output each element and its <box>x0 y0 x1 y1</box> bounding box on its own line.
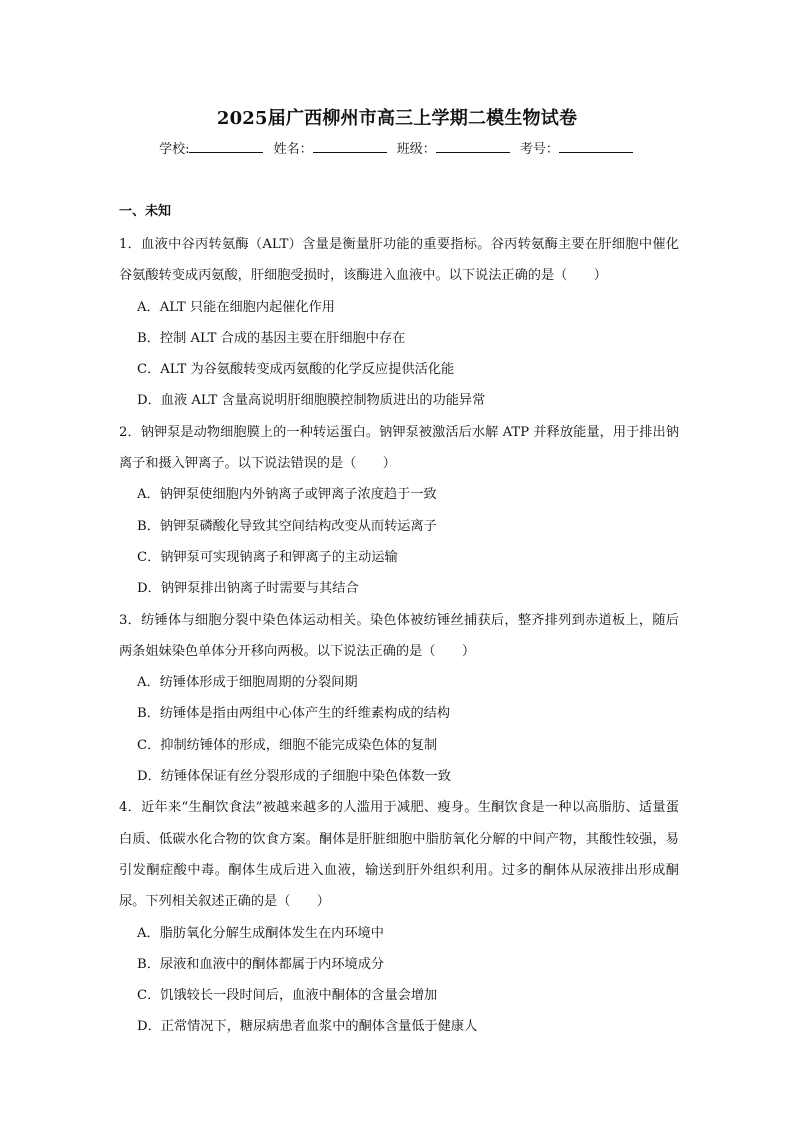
exam-number-blank <box>559 140 633 153</box>
option-list <box>119 918 679 1043</box>
question-4 <box>119 792 679 1042</box>
option-list <box>119 479 679 604</box>
option-d: D．钠钾泵排出钠离子时需要与其结合 <box>137 581 359 597</box>
class-field <box>397 138 512 157</box>
option-b: B．钠钾泵磷酸化导致其空间结构改变从而转运离子 <box>137 518 437 534</box>
option-d: D．正常情况下，糖尿病患者血浆中的酮体含量低于健康人 <box>137 1019 478 1035</box>
option-list <box>119 667 679 792</box>
option-a: A．脂肪氧化分解生成酮体发生在内环境中 <box>137 925 384 941</box>
exam-number-label: 考号： <box>519 142 559 157</box>
option-b: B．纺锤体是指由两组中心体产生的纤维素构成的结构 <box>137 706 451 722</box>
option-c: C．钠钾泵可实现钠离子和钾离子的主动运输 <box>137 549 398 565</box>
name-label: 姓名： <box>273 142 313 157</box>
option-list <box>119 292 679 417</box>
name-field <box>274 138 389 157</box>
class-blank <box>436 140 510 153</box>
question-stem: 1．血液中谷丙转氨酶（ALT）含量是衡量肝功能的重要指标。谷丙转氨酶主要在肝细胞中催化谷氨酸转变成丙氨酸，肝细胞受损时，该酶进入血液中。以下说法正确的是（ ） <box>119 237 679 284</box>
exam-content <box>119 202 679 1043</box>
question-stem: 2．钠钾泵是动物细胞膜上的一种转运蛋白。钠钾泵被激活后水解 ATP 并释放能量，用于排出钠离子和摄入钾离子。以下说法错误的是（ ） <box>119 424 679 472</box>
question-stem: 3．纺锤体与细胞分裂中染色体运动相关。染色体被纺锤丝捕获后，整齐排列到赤道板上，随后两条姐妹染色单体分开移向两极。以下说法正确的是（ ） <box>119 612 679 659</box>
option-c: C．抑制纺锤体的形成，细胞不能完成染色体的复制 <box>137 737 438 753</box>
option-c: C．饥饿较长一段时间后，血液中酮体的含量会增加 <box>137 988 438 1004</box>
option-a: A．纺锤体形成于细胞周期的分裂间期 <box>137 675 358 691</box>
student-info-line <box>0 138 794 157</box>
section-heading: 一、未知 <box>119 204 172 219</box>
class-label: 班级： <box>396 142 436 157</box>
exam-number-field <box>520 138 635 157</box>
school-blank <box>189 140 263 153</box>
school-field <box>159 138 265 157</box>
option-a: A．钠钾泵使细胞内外钠离子或钾离子浓度趋于一致 <box>137 487 437 503</box>
question-stem: 4．近年来“生酮饮食法”被越来越多的人滥用于减肥、瘦身。生酮饮食是一种以高脂肪、适量蛋白质、低碳水化合物的饮食方案。酮体是肝脏细胞中脂肪氧化分解的中间产物，其酸性较强，易引发酮症酸中毒。酮体生成后进入血液，输送到肝外组织利用。过多的酮体从尿液排出形成酮尿。下列相关叙述正确的是（ ） <box>119 800 679 910</box>
question-3 <box>119 605 679 793</box>
option-b: B．尿液和血液中的酮体都属于内环境成分 <box>137 956 385 972</box>
school-label: 学校: <box>159 142 190 157</box>
exam-title: 2025届广西柳州市高三上学期二模生物试卷 <box>216 108 578 129</box>
question-2 <box>119 417 679 605</box>
option-d: D．纺锤体保证有丝分裂形成的子细胞中染色体数一致 <box>137 769 451 785</box>
option-a: A．ALT 只能在细胞内起催化作用 <box>137 299 335 315</box>
question-1 <box>119 229 679 417</box>
name-blank <box>313 140 387 153</box>
option-c: C．ALT 为谷氨酸转变成丙氨酸的化学反应提供活化能 <box>137 362 455 378</box>
option-d: D．血液 ALT 含量高说明肝细胞膜控制物质进出的功能异常 <box>137 393 486 409</box>
option-b: B．控制 ALT 合成的基因主要在肝细胞中存在 <box>137 330 406 346</box>
